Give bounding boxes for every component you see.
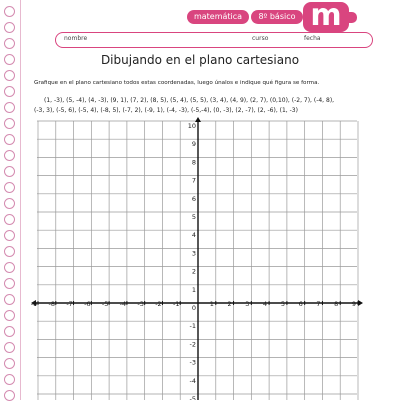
y-tick-label: 2 <box>191 267 196 276</box>
y-tick-label: -4 <box>189 376 196 385</box>
x-tick-label: 4 <box>263 300 268 308</box>
y-tick-label: 3 <box>191 249 196 258</box>
x-tick-label: -1 <box>172 300 180 308</box>
x-tick-label: 7 <box>316 300 321 308</box>
x-tick-label: -9 <box>30 300 38 308</box>
coordinates-line-1: (1, -3), (5, -4), (4, -3), (9, 1), (7, 2), (8, 5), (5, 4), (5, 5), (3, 4), (4, 9), (2, 7), (0,10), (-2, 7), (-4, 8), <box>44 97 335 104</box>
y-tick-label: -3 <box>189 358 196 367</box>
x-tick-label: -6 <box>84 300 91 308</box>
y-tick-label: -2 <box>189 340 196 349</box>
instructions-text: Grafique en el plano cartesiano todos estas coordenadas, luego únalos e indique qué figura se forma. <box>34 80 320 86</box>
y-tick-label: 5 <box>191 213 196 221</box>
x-tick-label: -8 <box>48 300 56 308</box>
x-tick-label: -7 <box>66 300 73 308</box>
x-tick-label: 2 <box>227 300 232 308</box>
y-tick-label: 10 <box>187 122 196 130</box>
x-axis-arrow-right <box>358 300 363 306</box>
x-tick-label: 5 <box>280 300 285 308</box>
course-label: curso <box>252 35 269 42</box>
page-title: Dibujando en el plano cartesiano <box>100 53 300 67</box>
name-label: nombre <box>64 35 88 42</box>
x-tick-label: -5 <box>101 300 109 308</box>
y-tick-label: 4 <box>191 231 196 240</box>
y-tick-label: -5 <box>189 395 196 400</box>
y-tick-label: 8 <box>191 158 196 167</box>
coordinates-line-2: (-3, 3), (-5, 6), (-5, 4), (-8, 5), (-7, 2), (-9, 1), (-4, -3), (-5,-4), (0, -3), (2, -7), (2, -6), (1, -3) <box>34 107 298 114</box>
y-tick-label: 6 <box>191 194 196 203</box>
y-tick-label: 1 <box>191 285 196 294</box>
logo: m <box>303 2 349 32</box>
x-tick-label: 9 <box>351 300 357 308</box>
y-tick-label: -1 <box>189 322 196 331</box>
x-tick-label: -2 <box>155 300 162 308</box>
x-tick-label: 1 <box>209 300 214 308</box>
x-tick-label: 3 <box>245 300 250 308</box>
grade-badge: 8º básico <box>251 10 303 24</box>
y-tick-label: 0 <box>191 304 196 312</box>
date-label: fecha <box>304 35 321 42</box>
subject-badge: matemática <box>187 10 249 24</box>
x-tick-label: -4 <box>119 300 127 308</box>
x-tick-label: 6 <box>298 300 303 308</box>
x-tick-label: -3 <box>137 300 144 308</box>
y-tick-label: 9 <box>191 140 196 149</box>
y-tick-label: 7 <box>191 176 196 185</box>
x-tick-label: 8 <box>334 300 339 308</box>
